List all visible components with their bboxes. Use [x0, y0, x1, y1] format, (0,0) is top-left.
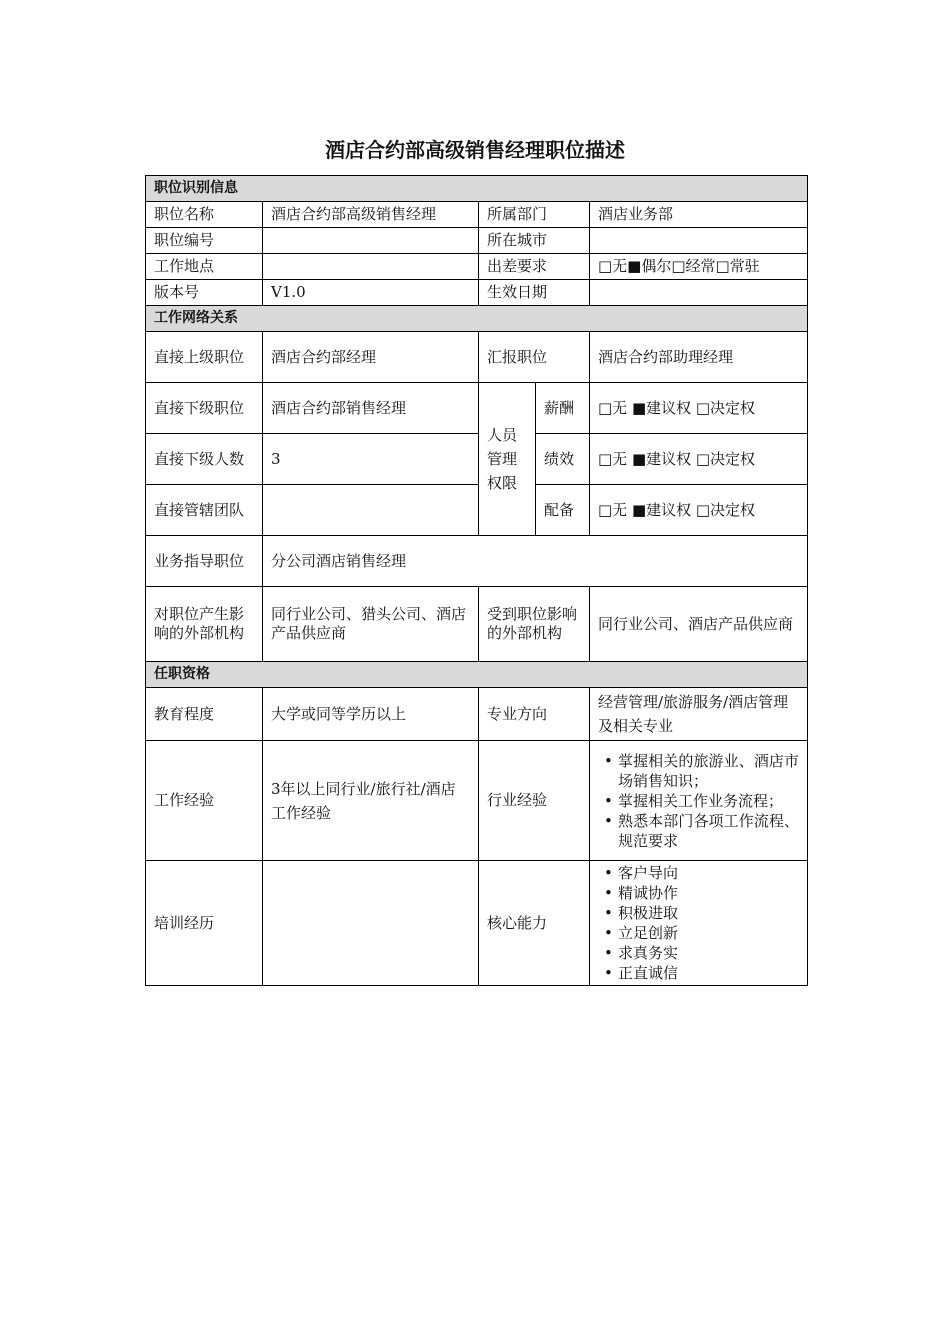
value-location: [263, 254, 479, 280]
label-superior: 直接上级职位: [146, 332, 263, 383]
value-team: [263, 485, 479, 536]
job-description-table: [145, 175, 808, 986]
section-qualification: 任职资格: [146, 662, 808, 688]
value-subordinate: 酒店合约部销售经理: [263, 383, 479, 434]
value-version: V1.0: [263, 280, 479, 306]
value-travel: □无■偶尔□经常□常驻: [590, 254, 808, 280]
label-dept: 所属部门: [479, 202, 590, 228]
label-travel: 出差要求: [479, 254, 590, 280]
value-effective-date: [590, 280, 808, 306]
label-salary: 薪酬: [536, 383, 590, 434]
value-job-id: [263, 228, 479, 254]
value-experience: 3年以上同行业/旅行社/酒店工作经验: [263, 741, 479, 861]
label-guide: 业务指导职位: [146, 536, 263, 587]
label-subordinate: 直接下级职位: [146, 383, 263, 434]
label-team: 直接管辖团队: [146, 485, 263, 536]
label-location: 工作地点: [146, 254, 263, 280]
label-ext-impact: 对职位产生影响的外部机构: [146, 587, 263, 662]
value-job-title: 酒店合约部高级销售经理: [263, 202, 479, 228]
label-performance: 绩效: [536, 434, 590, 485]
value-superior: 酒店合约部经理: [263, 332, 479, 383]
label-industry: 行业经验: [479, 741, 590, 861]
value-core-competency: [590, 861, 808, 986]
value-ext-impact: 同行业公司、猎头公司、酒店产品供应商: [263, 587, 479, 662]
label-training: 培训经历: [146, 861, 263, 986]
industry-item: • 熟悉本部门各项工作流程、规范要求: [618, 811, 799, 851]
value-sub-count: 3: [263, 434, 479, 485]
value-report: 酒店合约部助理经理: [590, 332, 808, 383]
label-version: 版本号: [146, 280, 263, 306]
value-major: 经营管理/旅游服务/酒店管理及相关专业: [590, 688, 808, 741]
label-major: 专业方向: [479, 688, 590, 741]
label-city: 所在城市: [479, 228, 590, 254]
page-title: 酒店合约部高级销售经理职位描述: [325, 138, 625, 162]
value-guide: 分公司酒店销售经理: [263, 536, 808, 587]
value-ext-affected: 同行业公司、酒店产品供应商: [590, 587, 808, 662]
value-dept: 酒店业务部: [590, 202, 808, 228]
value-staffing: □无 ■建议权 □决定权: [590, 485, 808, 536]
label-job-title: 职位名称: [146, 202, 263, 228]
label-sub-count: 直接下级人数: [146, 434, 263, 485]
core-item: • 客户导向: [618, 863, 799, 883]
value-education: 大学或同等学历以上: [263, 688, 479, 741]
core-item: • 正直诚信: [618, 963, 799, 983]
label-experience: 工作经验: [146, 741, 263, 861]
industry-item: • 掌握相关的旅游业、酒店市场销售知识；: [618, 751, 799, 791]
value-performance: □无 ■建议权 □决定权: [590, 434, 808, 485]
industry-item: • 掌握相关工作业务流程；: [618, 791, 799, 811]
core-item: • 积极进取: [618, 903, 799, 923]
value-industry: [590, 741, 808, 861]
core-item: • 精诚协作: [618, 883, 799, 903]
section-identity: 职位识别信息: [146, 176, 808, 202]
label-staffing: 配备: [536, 485, 590, 536]
label-report: 汇报职位: [479, 332, 590, 383]
label-effective-date: 生效日期: [479, 280, 590, 306]
section-network: 工作网络关系: [146, 306, 808, 332]
label-education: 教育程度: [146, 688, 263, 741]
label-job-id: 职位编号: [146, 228, 263, 254]
value-city: [590, 228, 808, 254]
label-authority: 人员管理权限: [479, 383, 536, 536]
value-salary: □无 ■建议权 □决定权: [590, 383, 808, 434]
label-core-competency: 核心能力: [479, 861, 590, 986]
core-item: • 立足创新: [618, 923, 799, 943]
value-training: [263, 861, 479, 986]
core-item: • 求真务实: [618, 943, 799, 963]
label-ext-affected: 受到职位影响的外部机构: [479, 587, 590, 662]
